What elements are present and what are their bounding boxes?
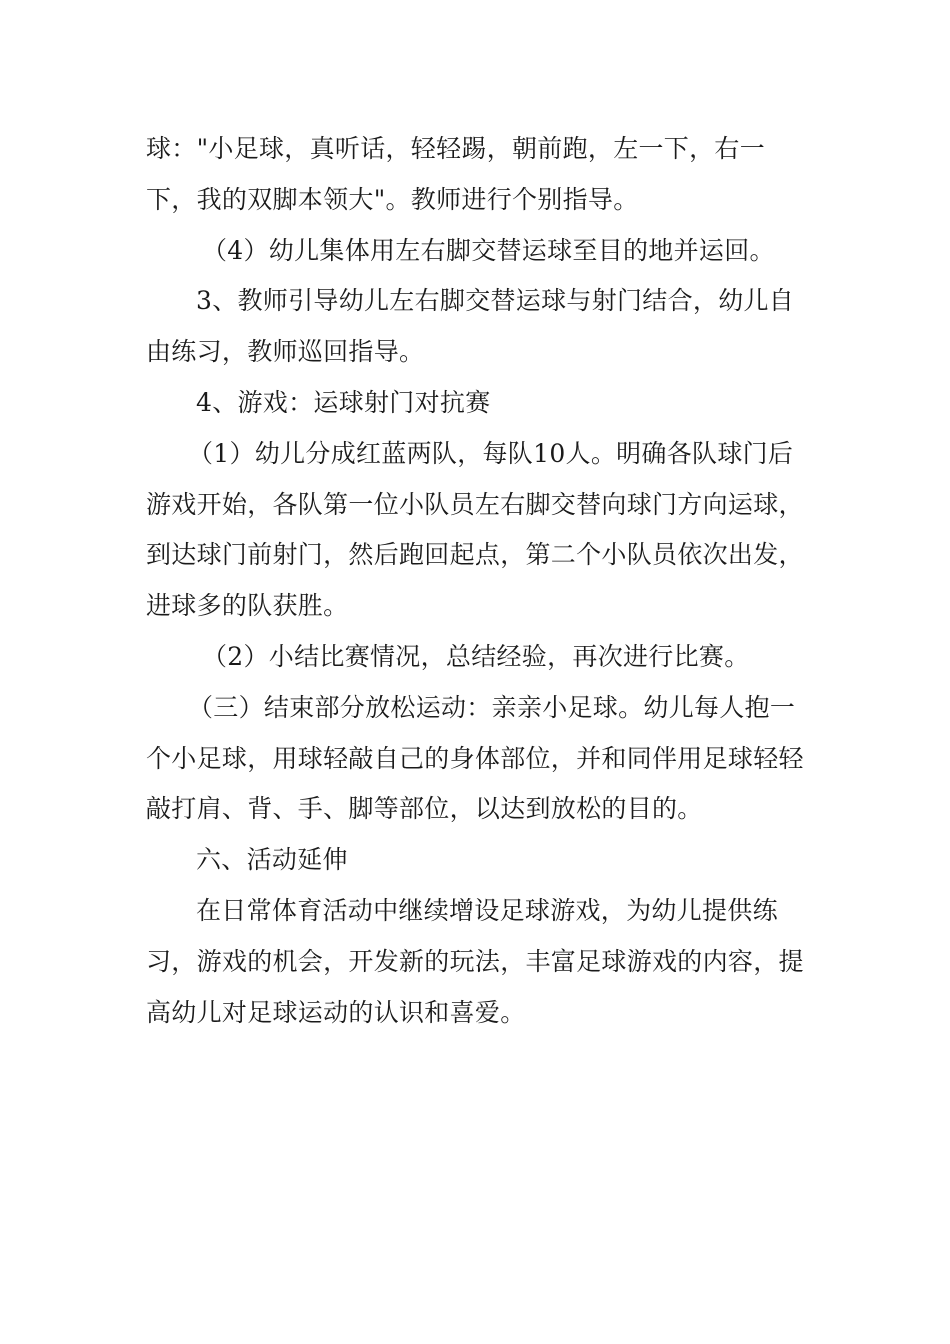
paragraph-section-3: 3、教师引导幼儿左右脚交替运球与射门结合，幼儿自由练习，教师巡回指导。: [146, 286, 795, 367]
section-heading-extension: 六、活动延伸: [196, 845, 348, 875]
paragraph-cooldown: （三）结束部分放松运动：亲亲小足球。幼儿每人抱一个小足球，用球轻敲自己的身体部位，并和同伴用足球轻轻敲打肩、背、手、脚等部位，以达到放松的目的。: [146, 692, 804, 824]
paragraph-step-4: （4）幼儿集体用左右脚交替运球至目的地并运回。: [202, 235, 775, 265]
paragraph-section-4-heading: 4、游戏：运球射门对抗赛: [196, 387, 491, 417]
paragraph-continuation: 球："小足球，真听话，轻轻踢，朝前跑，左一下，右一下，我的双脚本领大"。教师进行个别指导。: [146, 134, 766, 214]
document-body: [146, 124, 806, 1038]
paragraph-game-rules: （1）幼儿分成红蓝两队，每队10人。明确各队球门后游戏开始，各队第一位小队员左右脚交替向球门方向运球，到达球门前射门，然后跑回起点，第二个小队员依次出发，进球多的队获胜。: [146, 438, 804, 621]
paragraph-summary: （2）小结比赛情况，总结经验，再次进行比赛。: [202, 641, 750, 671]
paragraph-extension: 在日常体育活动中继续增设足球游戏，为幼儿提供练习，游戏的机会，开发新的玩法，丰富足球游戏的内容，提高幼儿对足球运动的认识和喜爱。: [146, 895, 804, 1027]
